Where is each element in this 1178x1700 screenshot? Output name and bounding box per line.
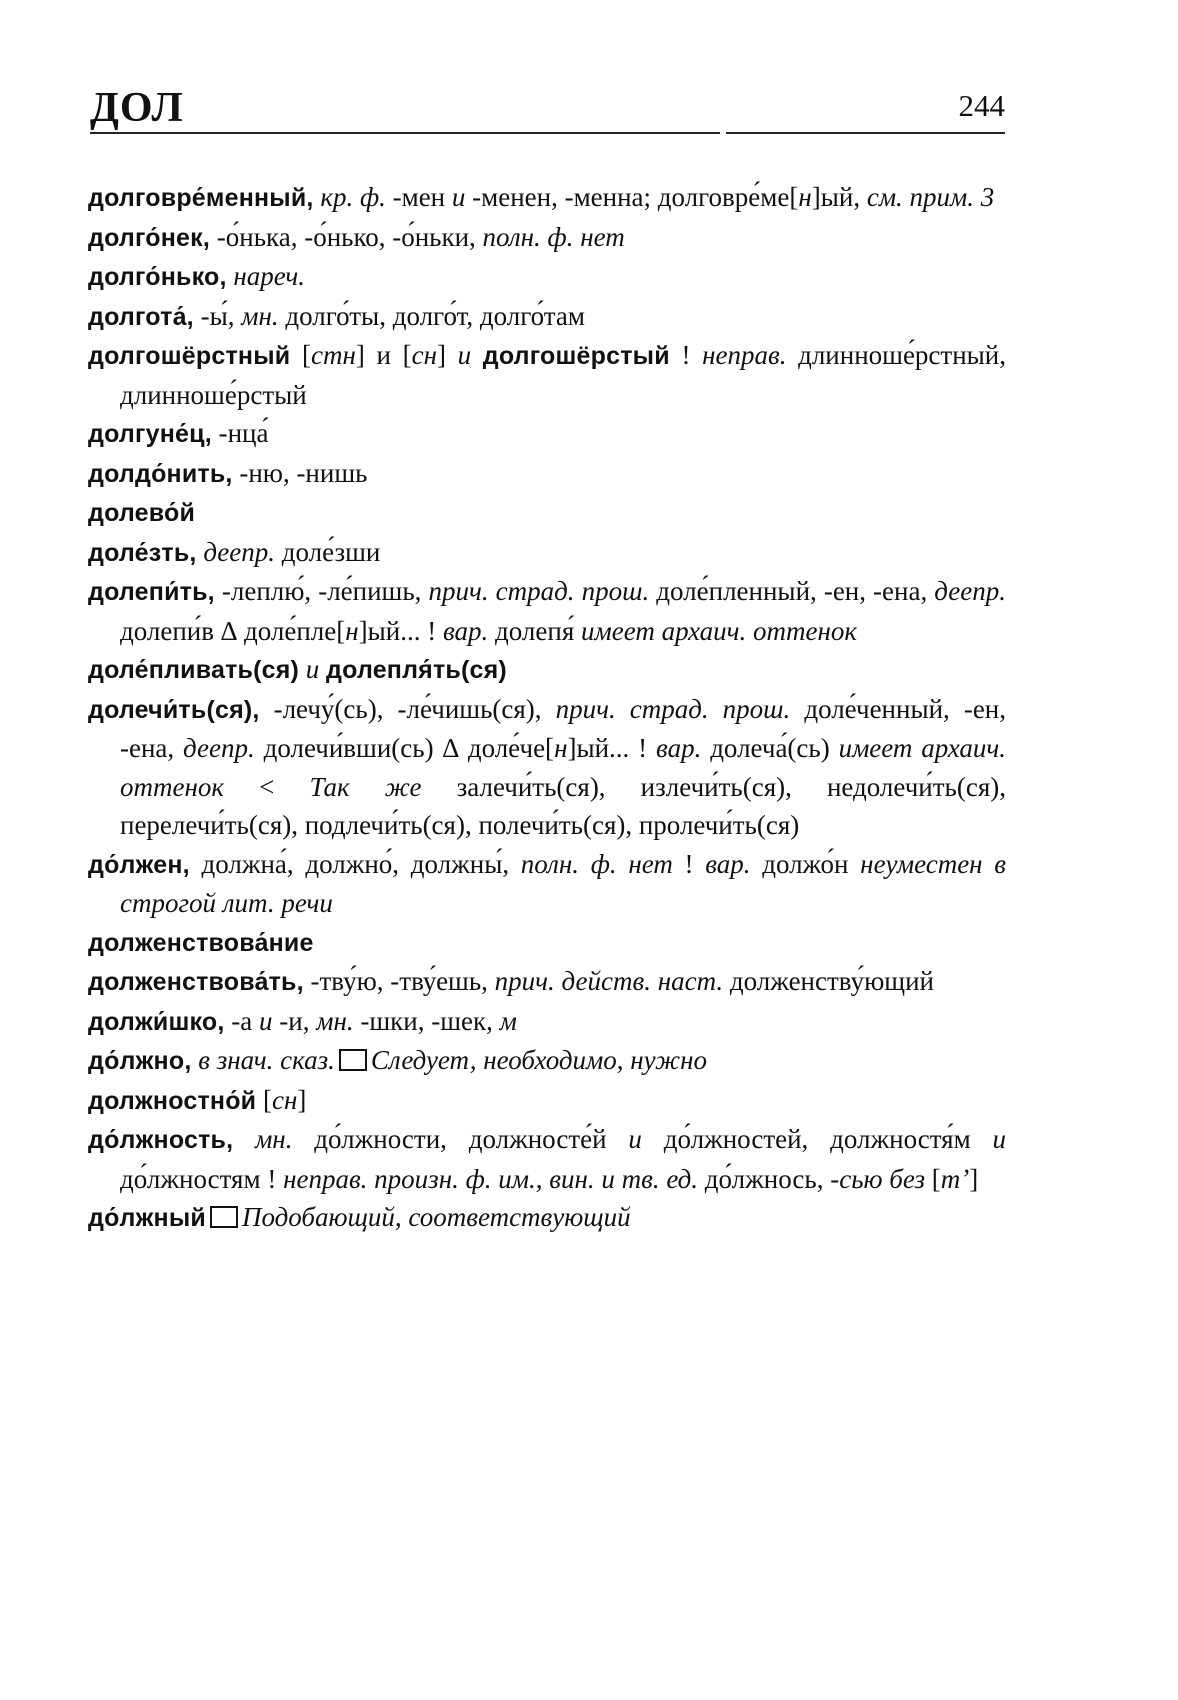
grammar-label: и (992, 1124, 1007, 1154)
grammar-label: н (345, 615, 359, 646)
grammar-label: сн (272, 1084, 298, 1115)
entry-text: ! (672, 848, 706, 879)
dictionary-entry (88, 923, 1006, 963)
headword: долепи́ть, (88, 578, 215, 606)
grammar-label: прич. страд. прош. (428, 576, 650, 606)
dictionary-entry (88, 493, 1006, 533)
headword: долечи́ть(ся), (88, 695, 260, 724)
entry-text: ] и [ (355, 340, 412, 370)
grammar-label: деепр. (203, 536, 276, 567)
grammar-label: в знач. сказ. (198, 1045, 335, 1075)
entry-text: долженству́ющий (723, 966, 934, 996)
entry-text: залечи́ть(ся), излечи́ть(ся), недолечи́ть(ся), перелечи́ть(ся), подлечи́ть(ся), полечи́ть(ся), пролечи́ть(ся) (120, 771, 1006, 840)
grammar-label: неуместен в строгой лит. речи (120, 848, 1006, 918)
headword: до́лжен, (88, 850, 190, 879)
grammar-label: сн (411, 340, 437, 370)
entry-text: -шки, -шек, (353, 1005, 500, 1036)
grammar-label: вар. (442, 615, 489, 646)
dictionary-entry (88, 962, 1006, 1002)
guide-word: ДОЛ (90, 85, 184, 131)
entry-text: долечи́вши(сь) ∆ доле́че[ (254, 733, 555, 763)
grammar-label: деепр. (934, 576, 1006, 606)
entry-text: ] (969, 1163, 979, 1194)
headword: долженствова́ние (88, 928, 314, 957)
grammar-label: н (798, 182, 812, 212)
dictionary-entry (88, 297, 1006, 337)
dictionary-entry (88, 572, 1006, 650)
grammar-label: прич. действ. наст. (494, 966, 724, 996)
entry-text: до́лжнось, - (698, 1163, 840, 1194)
entry-text: < (224, 771, 310, 802)
entry-text: ]ый... ! (567, 733, 657, 763)
grammar-label: полн. ф. нет (482, 221, 625, 252)
entry-text: должна́, должно́, должны́, (189, 848, 521, 879)
entry-text: -ню, -нишь (232, 457, 368, 488)
dictionary-entry (88, 414, 1006, 454)
entry-text: -ы́, (193, 300, 242, 331)
grammar-label: и (259, 1005, 273, 1036)
headword: должи́шко, (88, 1007, 225, 1036)
dictionary-entry (88, 454, 1006, 494)
headword: долево́й (88, 499, 196, 527)
dictionary-entry (88, 690, 1006, 845)
header-rule (90, 132, 1005, 134)
headword: долдо́нить, (88, 459, 233, 488)
entry-text: длинноше́рстный, длинноше́рстый (120, 340, 1006, 410)
grammar-label: деепр. (183, 733, 255, 763)
entry-text: [ (925, 1163, 941, 1194)
grammar-label: м (499, 1005, 517, 1036)
headword: долгошёрстый (482, 342, 670, 370)
headword: долго́нек, (88, 223, 211, 252)
entry-text: -а (224, 1005, 260, 1036)
dictionary-entry (88, 650, 1006, 690)
entry-text: -о́нька, -о́нько, -о́ньки, (210, 221, 483, 252)
grammar-label: имеет архаич. оттенок (120, 733, 1007, 802)
running-head (90, 84, 1005, 134)
entry-list (88, 178, 1006, 1238)
entry-text: -лечу́(сь), -ле́чишь(ся), (259, 693, 556, 724)
entry-text: -тву́ю, -тву́ешь, (303, 966, 495, 996)
headword: до́лжный (88, 1204, 206, 1232)
definition-box-icon (210, 1206, 238, 1228)
dictionary-entry (88, 218, 1006, 258)
entry-text: ] (297, 1084, 307, 1115)
grammar-label: мн. (316, 1005, 354, 1036)
entry-text: [ (290, 340, 311, 370)
entry-text: должо́н (750, 848, 861, 879)
entry-text: [ (256, 1084, 273, 1115)
entry-text: ]ый... ! (358, 615, 443, 646)
grammar-label: и (305, 654, 320, 684)
dictionary-entry (88, 533, 1006, 573)
entry-text: ]ый, (811, 182, 867, 212)
grammar-label: неправ. (702, 340, 787, 370)
headword: доле́пливать(ся) (88, 656, 300, 684)
entry-text: доле́ченный, -ен, -ена, (120, 693, 1006, 763)
entry-text: до́лжности, должносте́й (292, 1124, 629, 1154)
headword: доле́зть, (88, 538, 197, 567)
grammar-label: мн. (255, 1124, 293, 1154)
grammar-label: мн. (241, 300, 279, 331)
dictionary-entry (88, 1041, 1006, 1081)
entry-text: -мен (385, 182, 452, 212)
entry-text: -менен, -менна; долговре́ме[ (465, 182, 799, 212)
headword: долженствова́ть, (88, 968, 304, 996)
headword: долгошёрстный (88, 342, 291, 370)
header-rule-gap (720, 130, 726, 136)
entry-text (299, 654, 306, 684)
entry-text: -нца́ (211, 418, 269, 448)
headword: долгота́, (88, 302, 194, 331)
entry-text: доле́зши (275, 536, 381, 567)
grammar-label: кр. ф. (320, 182, 386, 212)
grammar-label: стн (310, 340, 356, 370)
entry-text: -и, (272, 1005, 317, 1036)
grammar-label: Следует, необходимо, нужно (370, 1045, 707, 1075)
grammar-label: н (554, 733, 568, 763)
page-number: 244 (958, 88, 1005, 123)
dictionary-entry (88, 178, 1006, 218)
grammar-label: тʼ (940, 1163, 970, 1194)
headword: долговре́менный, (88, 184, 314, 212)
grammar-label: Подобающий, соответствующий (241, 1202, 631, 1232)
dictionary-entry (88, 1120, 1006, 1198)
headword: до́лжность, (88, 1126, 234, 1154)
dictionary-entry (88, 336, 1006, 414)
dictionary-entry (88, 1198, 1006, 1238)
entry-text: до́лжностям ! (120, 1163, 284, 1194)
definition-box-icon (339, 1049, 367, 1071)
entry-text: до́лжностей, должностя́м (641, 1124, 993, 1154)
dictionary-entry (88, 1002, 1006, 1042)
grammar-label: вар. (656, 733, 702, 763)
entry-text: доле́пленный, -ен, -ена, (649, 576, 935, 606)
entry-text: ] (436, 340, 458, 370)
grammar-label: имеет архаич. оттенок (581, 615, 858, 646)
grammar-label: см. прим. 3 (866, 182, 995, 212)
grammar-label: прич. страд. прош. (555, 693, 791, 724)
grammar-label: и (628, 1124, 642, 1154)
dictionary-entry (88, 257, 1006, 297)
entry-text: долепи́в ∆ доле́пле[ (120, 615, 346, 646)
headword: должностно́й (88, 1086, 257, 1115)
entry-text: долго́ты, долго́т, долго́там (278, 300, 585, 331)
dictionary-entry (88, 1081, 1006, 1121)
headword: долгуне́ц, (88, 420, 212, 448)
grammar-label: и (451, 182, 466, 212)
entry-text: -леплю́, -ле́пишь, (214, 576, 429, 606)
entry-text: ! (669, 340, 703, 370)
entry-text: долеча́(сь) (701, 733, 839, 763)
entry-text: долепя́ (488, 615, 581, 646)
grammar-label: нареч. (233, 261, 306, 291)
grammar-label: вар. (705, 848, 751, 879)
headword: долепля́ть(ся) (326, 656, 507, 684)
grammar-label: неправ. произн. ф. им., вин. и тв. ед. (283, 1163, 699, 1194)
grammar-label: Так же (309, 771, 422, 802)
dictionary-entry (88, 845, 1006, 923)
grammar-label: полн. ф. нет (520, 848, 673, 879)
headword: до́лжно, (88, 1047, 192, 1075)
grammar-label: сью без (839, 1163, 926, 1194)
entry-text (471, 340, 483, 370)
headword: долго́нько, (88, 263, 227, 291)
entry-text (233, 1124, 255, 1154)
grammar-label: и (457, 340, 472, 370)
